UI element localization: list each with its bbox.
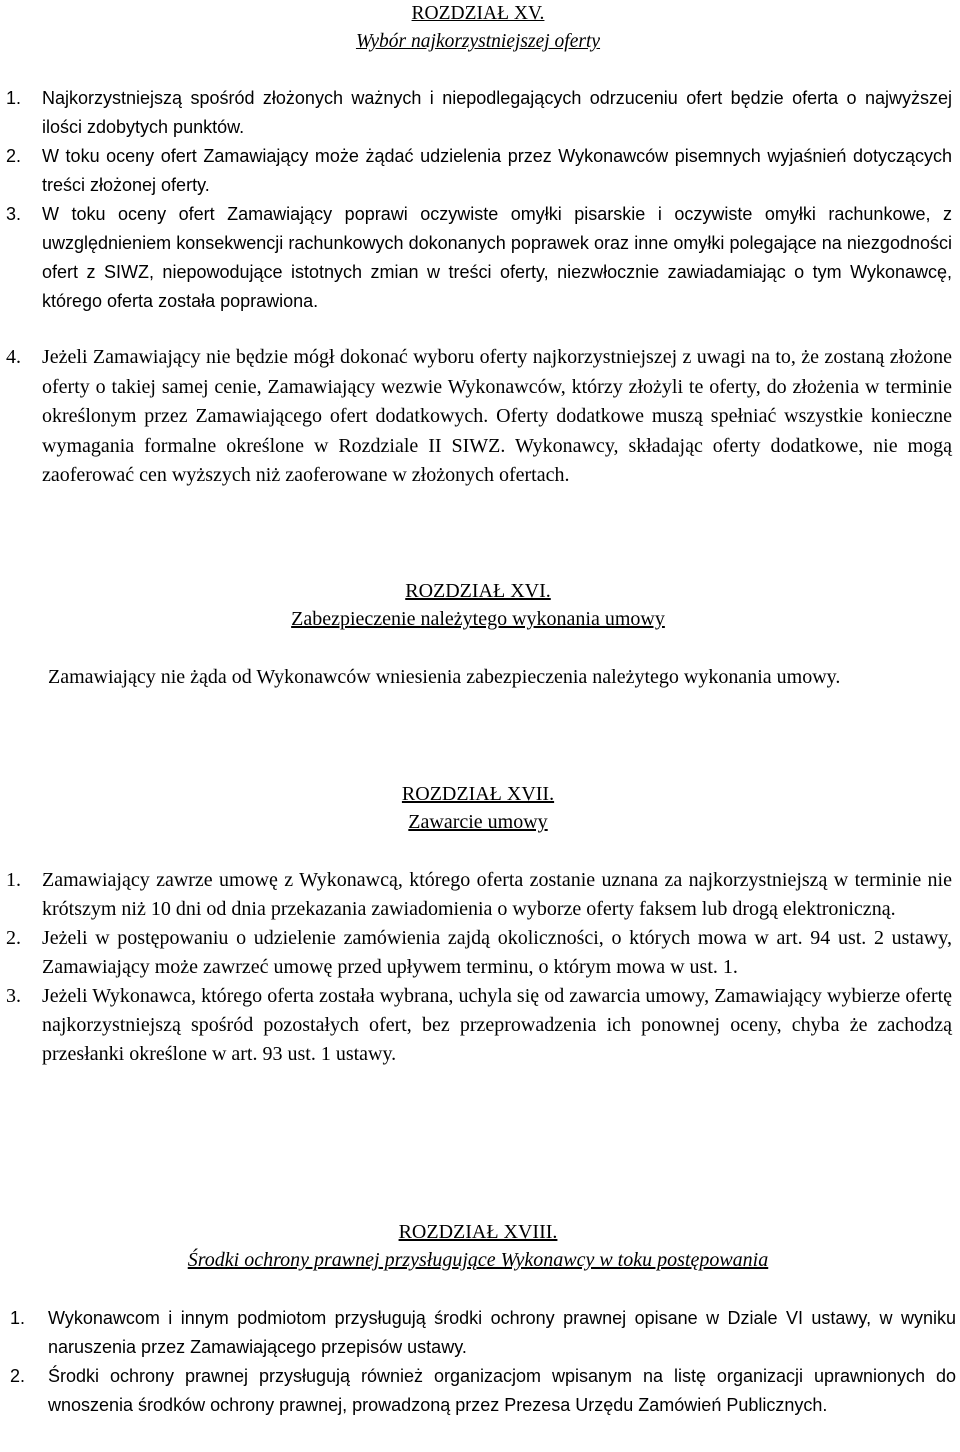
section-15 — [6, 0, 950, 56]
section-15-heading — [6, 0, 950, 56]
item-number: 4. — [6, 346, 21, 368]
section-16-subtitle: Zabezpieczenie należytego wykonania umowy — [291, 608, 665, 630]
item-text: Jeżeli Zamawiający nie będzie mógł dokonać wyboru oferty najkorzystniejszej z uwagi na to, że zostaną złożone oferty o takiej samej cenie, Zamawiający wezwie Wykonawców, którzy złożyli te oferty, do złożenia w terminie określonym przez Zamawiającego ofert dodatkowych. Oferty dodatkowe muszą spełniać wszystkie konieczne wymagania formalne określone w Rozdziale II SIWZ. Wykonawcy, składając oferty dodatkowe, nie mogą zaoferować cen wyższych niż zaoferowane w złożonych ofertach. — [42, 346, 952, 486]
section-17-list — [6, 866, 952, 1069]
item-text: W toku oceny ofert Zamawiający może żądać udzielenia przez Wykonawców pisemnych wyjaśnień dotyczących treści złożonej oferty. — [42, 146, 952, 195]
section-15-list — [6, 84, 952, 316]
item-text: Zamawiający zawrze umowę z Wykonawcą, którego oferta zostanie uznana za najkorzystniejszą w terminie nie krótszym niż 10 dni od dnia przekazania zawiadomienia o wyborze oferty faksem lub drogą elektroniczną. — [42, 869, 952, 920]
item-text: Jeżeli Wykonawca, którego oferta została wybrana, uchyla się od zawarcia umowy, Zamawiający wybierze ofertę najkorzystniejszą spośród pozostałych ofert, bez przeprowadzenia ich ponownej oceny, chyba że zachodzą przesłanki określone w art. 93 ust. 1 ustawy. — [42, 985, 952, 1065]
item-number: 2. — [10, 1366, 26, 1386]
section-18-title: ROZDZIAŁ XVIII. — [398, 1221, 558, 1243]
list-item — [10, 1304, 956, 1362]
section-15-list-cont — [6, 343, 952, 491]
item-number: 2. — [6, 927, 21, 949]
item-number: 1. — [10, 1308, 26, 1328]
section-18-list — [10, 1304, 956, 1420]
item-text: Jeżeli w postępowaniu o udzielenie zamówienia zajdą okoliczności, o których mowa w art. 94 ust. 2 ustawy, Zamawiający może zawrzeć umowę przed upływem terminu, o którym mowa w ust. 1. — [42, 927, 952, 978]
item-text: Najkorzystniejszą spośród złożonych ważnych i niepodlegających odrzuceniu ofert będzie oferta o najwyższej ilości zdobytych punktów. — [42, 88, 952, 137]
list-item — [6, 343, 952, 491]
item-text: W toku oceny ofert Zamawiający poprawi oczywiste omyłki pisarskie i oczywiste omyłki rachunkowe, z uwzględnieniem konsekwencji rachunkowych dokonanych poprawek oraz inne omyłki polegające na niezgodności ofert z SIWZ, niepowodujące istotnych zmian w treści oferty, niezwłocznie zawiadamiając o tym Wykonawcę, którego oferta została poprawiona. — [42, 204, 952, 311]
item-number: 3. — [6, 204, 22, 224]
section-15-subtitle: Wybór najkorzystniejszej oferty — [355, 31, 601, 52]
list-item — [6, 982, 952, 1069]
section-18-heading — [6, 1218, 950, 1274]
list-item — [6, 84, 952, 142]
item-number: 3. — [6, 985, 21, 1007]
list-item — [6, 924, 952, 982]
item-number: 1. — [6, 869, 21, 891]
section-17-heading — [6, 780, 950, 836]
section-16-title: ROZDZIAŁ XVI. — [405, 580, 551, 602]
section-17-subtitle: Zawarcie umowy — [408, 811, 548, 833]
section-16-heading — [6, 577, 950, 633]
list-item — [6, 142, 952, 200]
section-15-title: ROZDZIAŁ XV. — [411, 3, 545, 24]
section-16-paragraph: Zamawiający nie żąda od Wykonawców wniesienia zabezpieczenia należytego wykonania umowy. — [48, 666, 841, 688]
item-number: 1. — [6, 88, 22, 108]
item-text: Środki ochrony prawnej przysługują również organizacjom wpisanym na listę organizacji uprawnionych do wnoszenia środków ochrony prawnej, prowadzoną przez Prezesa Urzędu Zamówień Publicznych. — [48, 1366, 956, 1415]
section-18-subtitle: Środki ochrony prawnej przysługujące Wykonawcy w toku postępowania — [187, 1249, 769, 1271]
section-17-title: ROZDZIAŁ XVII. — [401, 783, 555, 805]
item-number: 2. — [6, 146, 22, 166]
list-item — [6, 200, 952, 316]
list-item — [10, 1362, 956, 1420]
item-text: Wykonawcom i innym podmiotom przysługują środki ochrony prawnej opisane w Dziale VI ustawy, w wyniku naruszenia przez Zamawiającego przepisów ustawy. — [48, 1308, 956, 1357]
list-item — [6, 866, 952, 924]
